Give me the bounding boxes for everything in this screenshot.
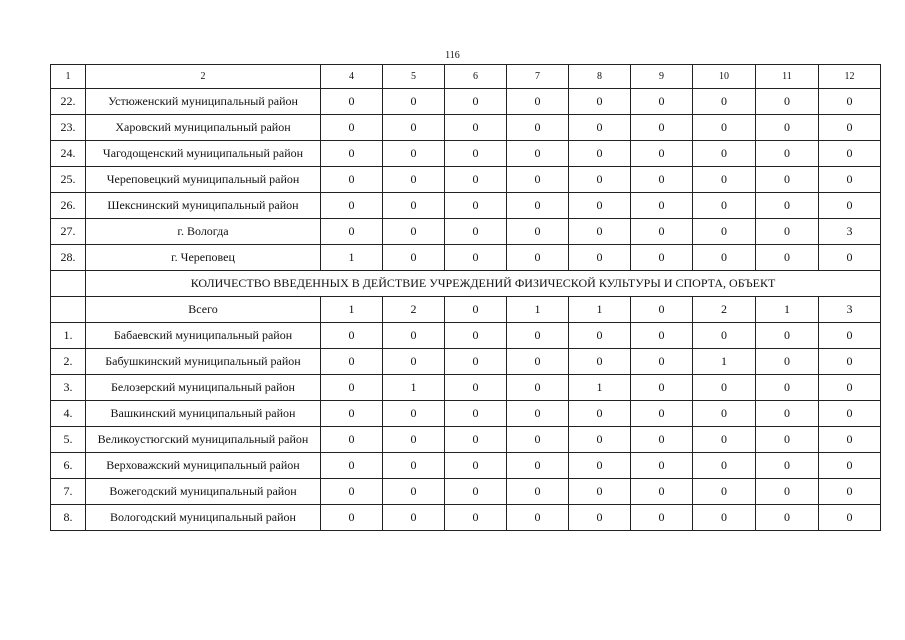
row-number: 5. <box>51 427 86 453</box>
value-cell: 0 <box>569 89 631 115</box>
value-cell: 0 <box>445 375 507 401</box>
value-cell: 0 <box>631 245 693 271</box>
district-name: Всего <box>86 297 321 323</box>
table-row <box>51 297 881 323</box>
table-row <box>51 375 881 401</box>
value-cell: 0 <box>693 193 756 219</box>
value-cell: 0 <box>819 427 881 453</box>
value-cell: 0 <box>383 427 445 453</box>
value-cell: 0 <box>693 245 756 271</box>
value-cell: 0 <box>631 479 693 505</box>
row-number: 1. <box>51 323 86 349</box>
table-row <box>51 245 881 271</box>
value-cell: 0 <box>819 453 881 479</box>
value-cell: 0 <box>321 479 383 505</box>
value-cell: 0 <box>756 141 819 167</box>
value-cell: 0 <box>383 219 445 245</box>
value-cell: 0 <box>631 193 693 219</box>
value-cell: 0 <box>693 453 756 479</box>
district-name: Чагодощенский муниципальный район <box>86 141 321 167</box>
district-name: Великоустюгский муниципальный район <box>86 427 321 453</box>
value-cell: 0 <box>756 427 819 453</box>
value-cell: 0 <box>383 401 445 427</box>
value-cell: 0 <box>507 453 569 479</box>
value-cell: 0 <box>631 297 693 323</box>
value-cell: 0 <box>321 89 383 115</box>
column-header: 4 <box>321 65 383 89</box>
value-cell: 0 <box>756 453 819 479</box>
value-cell: 0 <box>631 115 693 141</box>
value-cell: 0 <box>819 245 881 271</box>
value-cell: 0 <box>383 453 445 479</box>
value-cell: 0 <box>819 115 881 141</box>
district-name: Верховажский муниципальный район <box>86 453 321 479</box>
value-cell: 0 <box>507 167 569 193</box>
value-cell: 0 <box>445 349 507 375</box>
value-cell: 0 <box>631 323 693 349</box>
value-cell: 0 <box>631 401 693 427</box>
value-cell: 0 <box>321 167 383 193</box>
value-cell: 0 <box>819 479 881 505</box>
value-cell: 0 <box>507 349 569 375</box>
value-cell: 2 <box>693 297 756 323</box>
column-header: 7 <box>507 65 569 89</box>
value-cell: 0 <box>569 323 631 349</box>
row-number: 23. <box>51 115 86 141</box>
value-cell: 0 <box>507 141 569 167</box>
value-cell: 0 <box>756 219 819 245</box>
value-cell: 0 <box>569 453 631 479</box>
column-header: 9 <box>631 65 693 89</box>
district-name: Бабаевский муниципальный район <box>86 323 321 349</box>
column-header: 2 <box>86 65 321 89</box>
value-cell: 0 <box>693 375 756 401</box>
column-header: 11 <box>756 65 819 89</box>
value-cell: 0 <box>445 479 507 505</box>
value-cell: 0 <box>693 115 756 141</box>
value-cell: 0 <box>756 115 819 141</box>
value-cell: 0 <box>507 427 569 453</box>
value-cell: 0 <box>445 245 507 271</box>
row-number: 3. <box>51 375 86 401</box>
row-number: 24. <box>51 141 86 167</box>
district-name: Бабушкинский муниципальный район <box>86 349 321 375</box>
value-cell: 0 <box>445 193 507 219</box>
value-cell: 0 <box>383 245 445 271</box>
column-header: 6 <box>445 65 507 89</box>
value-cell: 0 <box>631 427 693 453</box>
value-cell: 0 <box>819 401 881 427</box>
row-number: 22. <box>51 89 86 115</box>
value-cell: 0 <box>756 167 819 193</box>
value-cell: 0 <box>383 141 445 167</box>
table-header-row <box>51 65 881 89</box>
value-cell: 0 <box>756 245 819 271</box>
district-name: Устюженский муниципальный район <box>86 89 321 115</box>
table-row <box>51 141 881 167</box>
row-number: 25. <box>51 167 86 193</box>
value-cell: 0 <box>819 167 881 193</box>
value-cell: 0 <box>507 375 569 401</box>
value-cell: 0 <box>321 401 383 427</box>
table-row <box>51 115 881 141</box>
district-name: Харовский муниципальный район <box>86 115 321 141</box>
value-cell: 0 <box>383 479 445 505</box>
value-cell: 0 <box>756 349 819 375</box>
value-cell: 0 <box>383 505 445 531</box>
table-row <box>51 349 881 375</box>
value-cell: 0 <box>819 323 881 349</box>
value-cell: 1 <box>693 349 756 375</box>
value-cell: 0 <box>569 167 631 193</box>
value-cell: 1 <box>321 297 383 323</box>
value-cell: 0 <box>569 427 631 453</box>
value-cell: 3 <box>819 297 881 323</box>
value-cell: 1 <box>569 375 631 401</box>
column-header: 12 <box>819 65 881 89</box>
row-number: 4. <box>51 401 86 427</box>
value-cell: 0 <box>693 219 756 245</box>
value-cell: 0 <box>445 89 507 115</box>
value-cell: 0 <box>445 505 507 531</box>
value-cell: 0 <box>507 219 569 245</box>
table-row <box>51 219 881 245</box>
value-cell: 0 <box>445 453 507 479</box>
row-number: 28. <box>51 245 86 271</box>
value-cell: 0 <box>693 89 756 115</box>
value-cell: 0 <box>507 401 569 427</box>
value-cell: 0 <box>507 245 569 271</box>
table-row <box>51 323 881 349</box>
district-name: Белозерский муниципальный район <box>86 375 321 401</box>
value-cell: 0 <box>693 167 756 193</box>
value-cell: 0 <box>631 141 693 167</box>
value-cell: 0 <box>321 219 383 245</box>
value-cell: 0 <box>383 323 445 349</box>
value-cell: 1 <box>383 375 445 401</box>
section-title: КОЛИЧЕСТВО ВВЕДЕННЫХ В ДЕЙСТВИЕ УЧРЕЖДЕНИЙ ФИЗИЧЕСКОЙ КУЛЬТУРЫ И СПОРТА, ОБЪЕКТ <box>86 271 881 297</box>
column-header: 5 <box>383 65 445 89</box>
value-cell: 0 <box>445 427 507 453</box>
value-cell: 0 <box>445 141 507 167</box>
value-cell: 0 <box>631 219 693 245</box>
value-cell: 0 <box>631 453 693 479</box>
value-cell: 0 <box>756 89 819 115</box>
table-row <box>51 193 881 219</box>
value-cell: 0 <box>756 505 819 531</box>
row-number: 2. <box>51 349 86 375</box>
value-cell: 0 <box>321 193 383 219</box>
value-cell: 0 <box>321 453 383 479</box>
row-number: 27. <box>51 219 86 245</box>
value-cell: 0 <box>756 479 819 505</box>
value-cell: 0 <box>569 245 631 271</box>
page-number: 116 <box>445 50 460 61</box>
value-cell: 0 <box>445 401 507 427</box>
value-cell: 0 <box>507 505 569 531</box>
value-cell: 0 <box>507 479 569 505</box>
value-cell: 1 <box>569 297 631 323</box>
value-cell: 0 <box>693 505 756 531</box>
table-row <box>51 401 881 427</box>
value-cell: 0 <box>383 89 445 115</box>
value-cell: 0 <box>819 141 881 167</box>
value-cell: 1 <box>321 245 383 271</box>
district-name: Череповецкий муниципальный район <box>86 167 321 193</box>
value-cell: 0 <box>445 219 507 245</box>
value-cell: 0 <box>321 349 383 375</box>
value-cell: 0 <box>631 375 693 401</box>
value-cell: 0 <box>383 193 445 219</box>
value-cell: 0 <box>445 167 507 193</box>
row-number: 7. <box>51 479 86 505</box>
value-cell: 3 <box>819 219 881 245</box>
table-row <box>51 89 881 115</box>
value-cell: 0 <box>756 401 819 427</box>
value-cell: 0 <box>569 219 631 245</box>
value-cell: 0 <box>569 115 631 141</box>
column-header: 10 <box>693 65 756 89</box>
value-cell: 0 <box>383 115 445 141</box>
value-cell: 0 <box>445 297 507 323</box>
section-row <box>51 271 881 297</box>
value-cell: 0 <box>631 349 693 375</box>
value-cell: 0 <box>819 193 881 219</box>
statistics-table <box>50 64 881 531</box>
value-cell: 0 <box>507 323 569 349</box>
value-cell: 0 <box>569 349 631 375</box>
value-cell: 0 <box>507 193 569 219</box>
district-name: Вожегодский муниципальный район <box>86 479 321 505</box>
value-cell: 0 <box>321 141 383 167</box>
value-cell: 0 <box>569 141 631 167</box>
value-cell: 0 <box>693 479 756 505</box>
value-cell: 0 <box>445 323 507 349</box>
value-cell: 0 <box>693 323 756 349</box>
value-cell: 0 <box>507 115 569 141</box>
value-cell: 0 <box>569 401 631 427</box>
value-cell: 0 <box>631 167 693 193</box>
value-cell: 0 <box>321 115 383 141</box>
value-cell: 0 <box>631 505 693 531</box>
district-name: Вологодский муниципальный район <box>86 505 321 531</box>
value-cell: 0 <box>631 89 693 115</box>
value-cell: 0 <box>819 89 881 115</box>
value-cell: 0 <box>693 427 756 453</box>
value-cell: 0 <box>321 323 383 349</box>
value-cell: 0 <box>383 349 445 375</box>
value-cell: 0 <box>819 375 881 401</box>
district-name: Шекснинский муниципальный район <box>86 193 321 219</box>
value-cell: 0 <box>445 115 507 141</box>
row-number: 26. <box>51 193 86 219</box>
value-cell: 0 <box>819 349 881 375</box>
district-name: Вашкинский муниципальный район <box>86 401 321 427</box>
district-name: г. Вологда <box>86 219 321 245</box>
value-cell: 0 <box>693 141 756 167</box>
value-cell: 0 <box>756 323 819 349</box>
value-cell: 0 <box>321 427 383 453</box>
section-number-cell <box>51 271 86 297</box>
value-cell: 0 <box>321 505 383 531</box>
value-cell: 1 <box>507 297 569 323</box>
value-cell: 1 <box>756 297 819 323</box>
value-cell: 0 <box>569 193 631 219</box>
row-number: 6. <box>51 453 86 479</box>
district-name: г. Череповец <box>86 245 321 271</box>
table-row <box>51 479 881 505</box>
row-number <box>51 297 86 323</box>
column-header: 8 <box>569 65 631 89</box>
value-cell: 0 <box>569 505 631 531</box>
value-cell: 0 <box>756 193 819 219</box>
row-number: 8. <box>51 505 86 531</box>
value-cell: 0 <box>693 401 756 427</box>
value-cell: 0 <box>383 167 445 193</box>
value-cell: 0 <box>819 505 881 531</box>
table-row <box>51 167 881 193</box>
table-row <box>51 453 881 479</box>
value-cell: 0 <box>507 89 569 115</box>
value-cell: 0 <box>569 479 631 505</box>
column-header: 1 <box>51 65 86 89</box>
table-row <box>51 505 881 531</box>
table-row <box>51 427 881 453</box>
value-cell: 0 <box>321 375 383 401</box>
value-cell: 0 <box>756 375 819 401</box>
value-cell: 2 <box>383 297 445 323</box>
